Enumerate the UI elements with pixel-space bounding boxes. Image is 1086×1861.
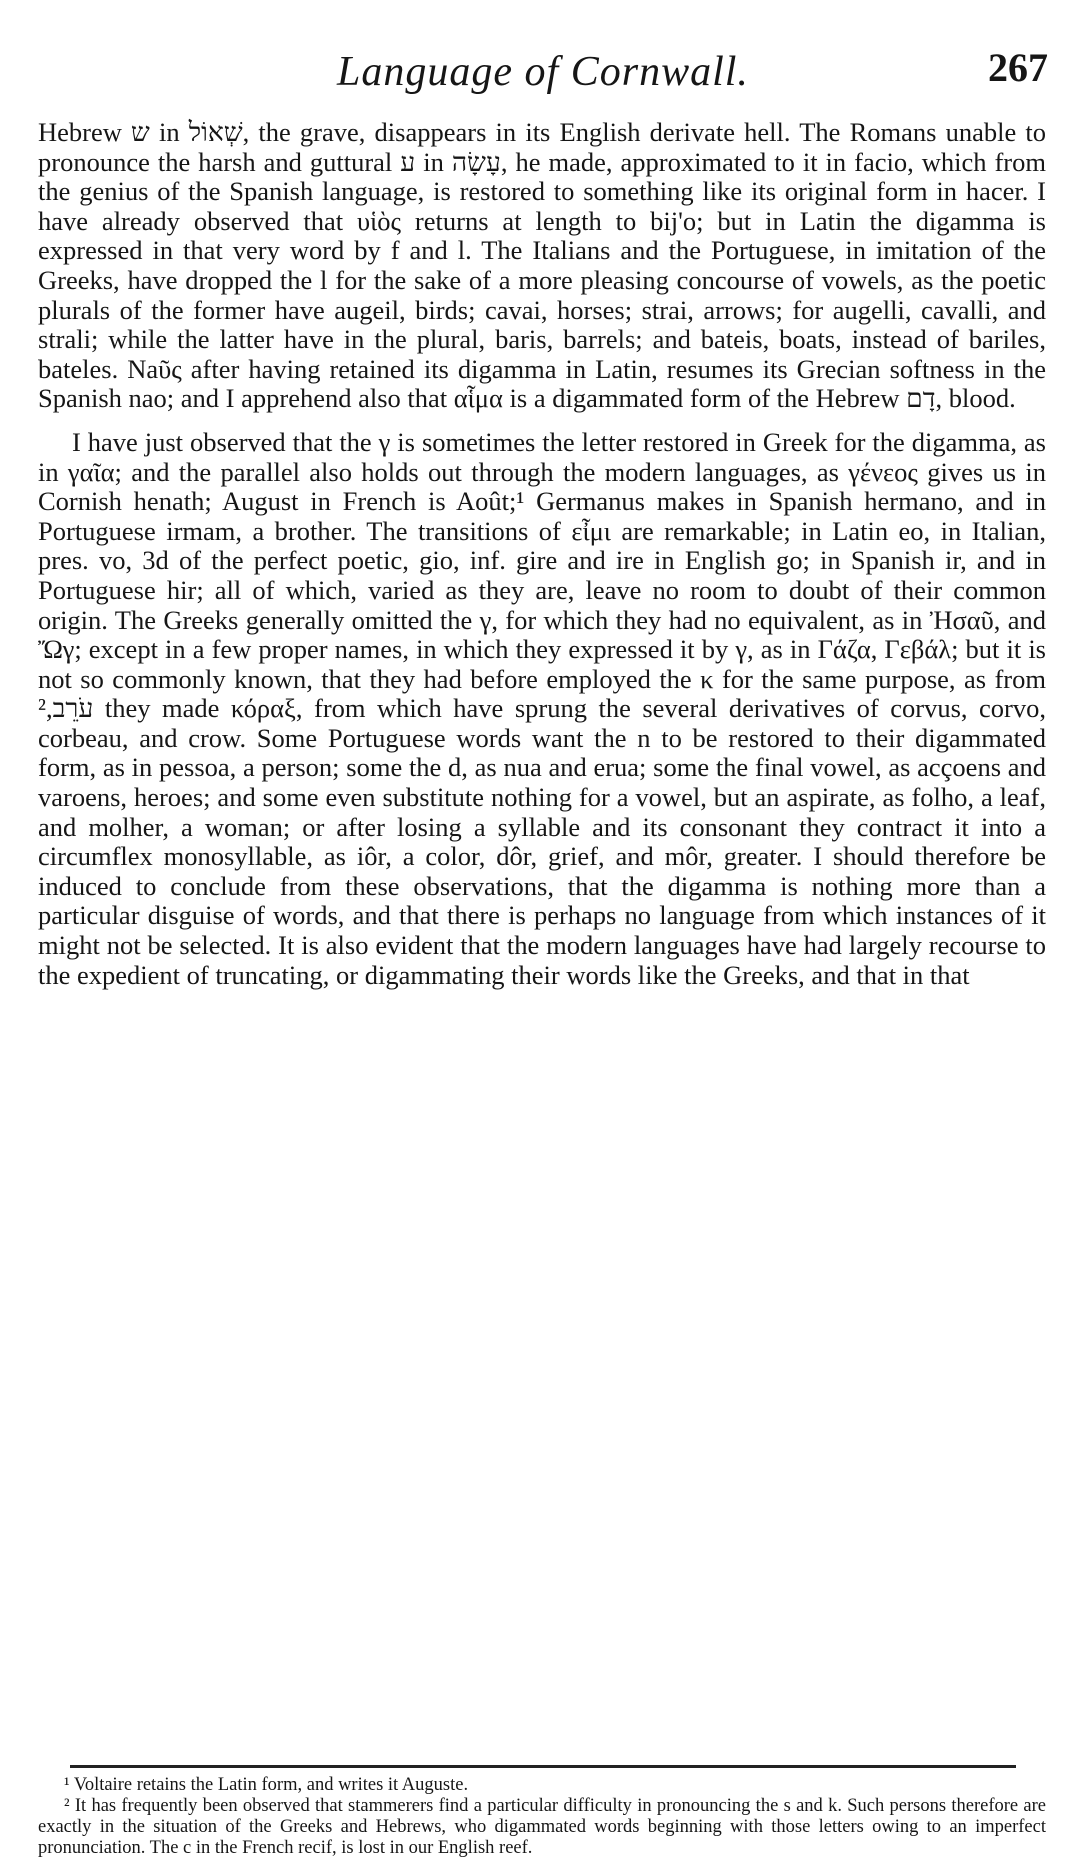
main-text	[38, 118, 1046, 990]
footnote-1: ¹ Voltaire retains the Latin form, and writes it Auguste.	[64, 1775, 469, 1795]
paragraph-2: I have just observed that the γ is sometimes the letter restored in Greek for the digamma, as in γαῖα; and the parallel also holds out through the modern languages, as γένεος gives us in Cornish henath; August in French is Août;¹ Germanus makes in Spanish hermano, and in Portuguese irmam, a brother. The transitions of εἶμι are remarkable; in Latin eo, in Italian, pres. vo, 3d of the perfect poetic, gio, inf. gire and ire in English go; in Spanish ir, and in Portuguese hir; all of which, varied as they are, leave no room to doubt of their common origin. The Greeks generally omitted the γ, for which they had no equivalent, as in Ἠσαῦ, and Ὤγ; except in a few proper names, in which they expressed it by γ, as in Γάζα, Γεβάλ; but it is not so commonly known, that they had before employed the κ for the same purpose, as from עֹרֵב,² they made κόραξ, from which have sprung the several derivatives of corvus, corvo, corbeau, and crow. Some Portuguese words want the n to be restored to their digammated form, as in pessoa, a person; some the d, as nua and erua; some the final vowel, as acçoens and varoens, heroes; and some even substitute nothing for a vowel, but an aspirate, as folho, a leaf, and molher, a woman; or after losing a syllable and its consonant they contract it into a circumflex monosyllable, as iôr, a color, dôr, grief, and môr, greater. I should therefore be induced to conclude from these observations, that the digamma is nothing more than a particular disguise of words, and that there is perhaps no language from which instances of it might not be selected. It is also evident that the modern languages have had largely recourse to the expedient of truncating, or digammating their words like the Greeks, and that in that	[38, 426, 1046, 990]
footnotes	[38, 1775, 1046, 1859]
page-header	[38, 40, 1048, 100]
footnote-2: ² It has frequently been observed that stammerers find a particular difficulty in pronouncing the s and k. Such persons therefore are exactly in the situation of the Greeks and Hebrews, who digammated words beginning with those letters owing to an imperfect pronunciation. The c in the French recif, is lost in our English reef.	[38, 1796, 1046, 1858]
page-number: 267	[988, 45, 1048, 90]
footnote-divider	[70, 1765, 1016, 1768]
paragraph-1: Hebrew ש in שְׁאוֹל, the grave, disappears in its English derivate hell. The Romans unable to pronounce the harsh and guttural ע in עָשָׂה, he made, approximated to it in facio, which from the genius of the Spanish language, is restored to something like its original form in hacer. I have already observed that υἱὸς returns at length to bij'o; but in Latin the digamma is expressed in that very word by f and l. The Italians and the Portuguese, in imitation of the Greeks, have dropped the l for the sake of a more pleasing concourse of vowels, as the poetic plurals of the former have augeil, birds; cavai, horses; strai, arrows; for augelli, cavalli, and strali; while the latter have in the plural, baris, barrels; and bateis, boats, instead of bariles, bateles. Naῦς after having retained its digamma in Latin, resumes its Grecian softness in the Spanish nao; and I apprehend also that αἷμα is a digammated form of the Hebrew דָם, blood.	[38, 117, 1046, 414]
running-title: Language of Cornwall.	[337, 49, 749, 95]
